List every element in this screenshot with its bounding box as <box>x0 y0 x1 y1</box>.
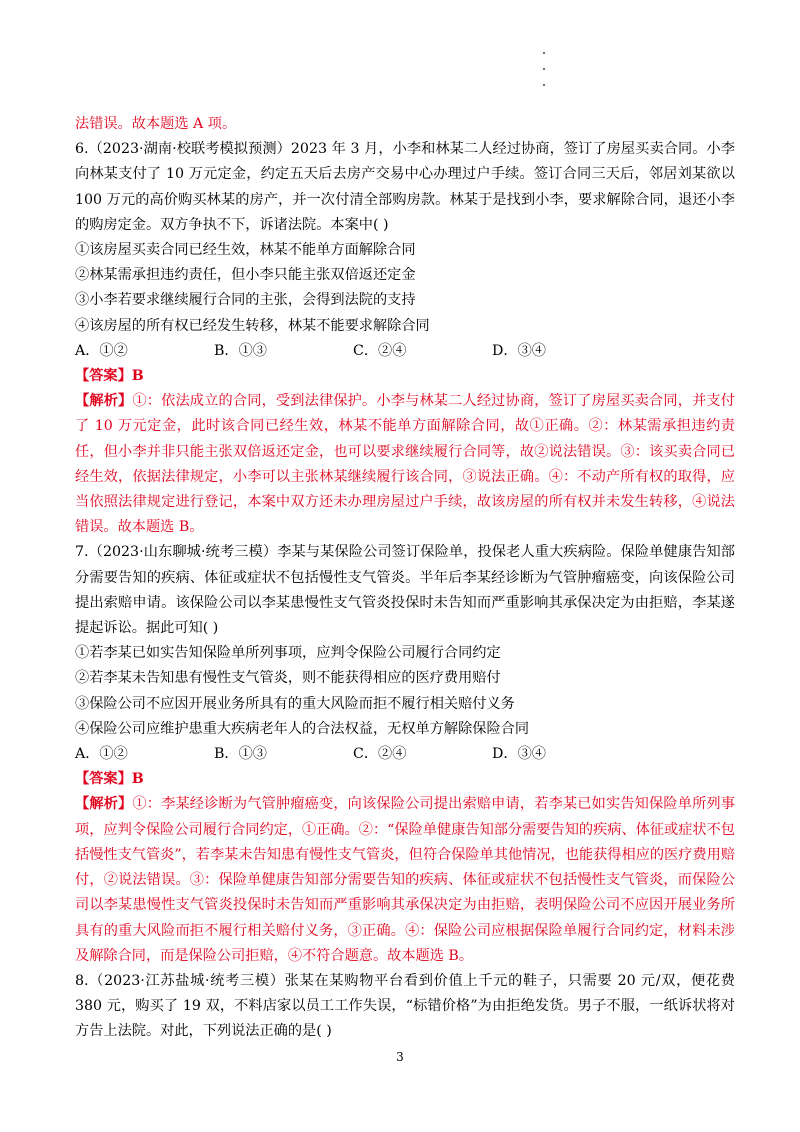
question-stem <box>75 969 735 1045</box>
option-d: D．③④ <box>492 746 546 763</box>
statement: ②林某需承担违约责任，但小李只能主张双倍返还定金 <box>75 267 416 284</box>
analysis-text: ①：李某经诊断为气管肿瘤癌变，向该保险公司提出索赔申请，若李某已如实告知保险单所列事项，应判令保险公司履行合同约定，①正确。②：“保险单健康告知部分需要告知的疾病、体征或症状不包括慢性支气管炎”，若李某未告知患有慢性支气管炎，但符合保险单其他情况，也能获得相应的医疗费用赔付，②说法错误。③：保险单健康告知部分需要告知的疾病、体征或症状不包括慢性支气管炎，而保险公司以李某患慢性支气管炎投保时未告知而严重影响其承保决定为由拒赔，表明保险公司不应因开展业务所具有的重大风险而拒不履行相关赔付义务，③正确。④：保险公司应根据保险单履行合同约定，材料未涉及解除合同，而是保险公司拒赔，④不符合题意。故本题选 B。 <box>75 796 735 964</box>
option-a: A．①② <box>75 746 128 763</box>
question-number: 7. <box>75 544 89 561</box>
answer-label: 【答案】B <box>75 368 144 385</box>
question-number: 8. <box>75 972 89 989</box>
analysis-label: 【解析】 <box>75 796 133 813</box>
option-c: C．②④ <box>353 342 407 359</box>
analysis <box>75 389 735 540</box>
question-text: （2023·山东聊城·统考三模）李某与某保险公司签订保险单，投保老人重大疾病险。保险单健康告知部分需要告知的疾病、体征或症状不包括慢性支气管炎。半年后李某经诊断为气管肿瘤癌变，向该保险公司提出索赔申请。该保险公司以李某患慢性支气管炎投保时未告知而严重影响其承保决定为由拒赔，李某遂提起诉讼。据此可知( ) <box>75 544 735 637</box>
statement: ④该房屋的所有权已经发生转移，林某不能要求解除合同 <box>75 317 430 334</box>
question-stem <box>75 137 735 238</box>
analysis-label: 【解析】 <box>75 393 133 410</box>
statement: ①该房屋买卖合同已经生效，林某不能单方面解除合同 <box>75 242 416 259</box>
option-c: C．②④ <box>353 746 407 763</box>
statement: ③小李若要求继续履行合同的主张，会得到法院的支持 <box>75 292 416 309</box>
option-a: A．①② <box>75 342 128 359</box>
option-b: B．①③ <box>214 342 267 359</box>
header-dot <box>543 68 545 70</box>
answer-label: 【答案】B <box>75 771 144 788</box>
page-number: 3 <box>396 1050 404 1064</box>
previous-answer-continuation: 法错误。故本题选 A 项。 <box>75 116 237 132</box>
question-stem <box>75 540 735 641</box>
header-dots <box>540 52 548 100</box>
statement: ④保险公司应维护患重大疾病老年人的合法权益，无权单方解除保险合同 <box>75 720 530 737</box>
question-text: （2023·湖南·校联考模拟预测）2023 年 3 月，小李和林某二人经过协商，签订了房屋买卖合同。小李向林某支付了 10 万元定金，约定五天后去房产交易中心办理过户手续。签订合同三天后，邻居刘某欲以 100 万元的高价购买林某的房产，并一次付清全部购房款。林某于是找到小李，要求解除合同，退还小李的购房定金。双方争执不下，诉诸法院。本案中( ) <box>75 141 735 233</box>
question-7 <box>75 540 735 968</box>
question-number: 6. <box>75 141 89 158</box>
statement: ①若李某已如实告知保险单所列事项，应判令保险公司履行合同约定 <box>75 645 501 662</box>
analysis-text: ①：依法成立的合同，受到法律保护。小李与林某二人经过协商，签订了房屋买卖合同，并支付了 10 万元定金，此时该合同已经生效，林某不能单方面解除合同，故①正确。②：林某需承担违约责任，但小李并非只能主张双倍返还定金，也可以要求继续履行合同等，故②说法错误。③：该买卖合同已经生效，依据法律规定，小李可以主张林某继续履行该合同，③说法正确。④：不动产所有权的取得，应当依照法律规定进行登记，本案中双方还未办理房屋过户手续，故该房屋的所有权并未发生转移，④说法错误。故本题选 B。 <box>75 393 735 536</box>
question-8 <box>75 969 735 1045</box>
question-6 <box>75 137 735 540</box>
document-body <box>75 112 735 1045</box>
answer-options <box>75 339 735 364</box>
header-dot <box>543 52 545 54</box>
analysis <box>75 792 735 968</box>
statement: ③保险公司不应因开展业务所具有的重大风险而拒不履行相关赔付义务 <box>75 695 515 712</box>
answer-options <box>75 742 735 767</box>
option-b: B．①③ <box>214 746 267 763</box>
question-text: （2023·江苏盐城·统考三模）张某在某购物平台看到价值上千元的鞋子，只需要 20 元/双，便花费 380 元，购买了 19 双，不料店家以员工工作失误，“标错价格”为由拒绝发货。男子不服，一纸诉状将对方告上法院。对此，下列说法正确的是( ) <box>75 972 735 1040</box>
option-d: D．③④ <box>492 342 546 359</box>
header-dot <box>543 84 545 86</box>
statement: ②若李某未告知患有慢性支气管炎，则不能获得相应的医疗费用赔付 <box>75 670 501 687</box>
